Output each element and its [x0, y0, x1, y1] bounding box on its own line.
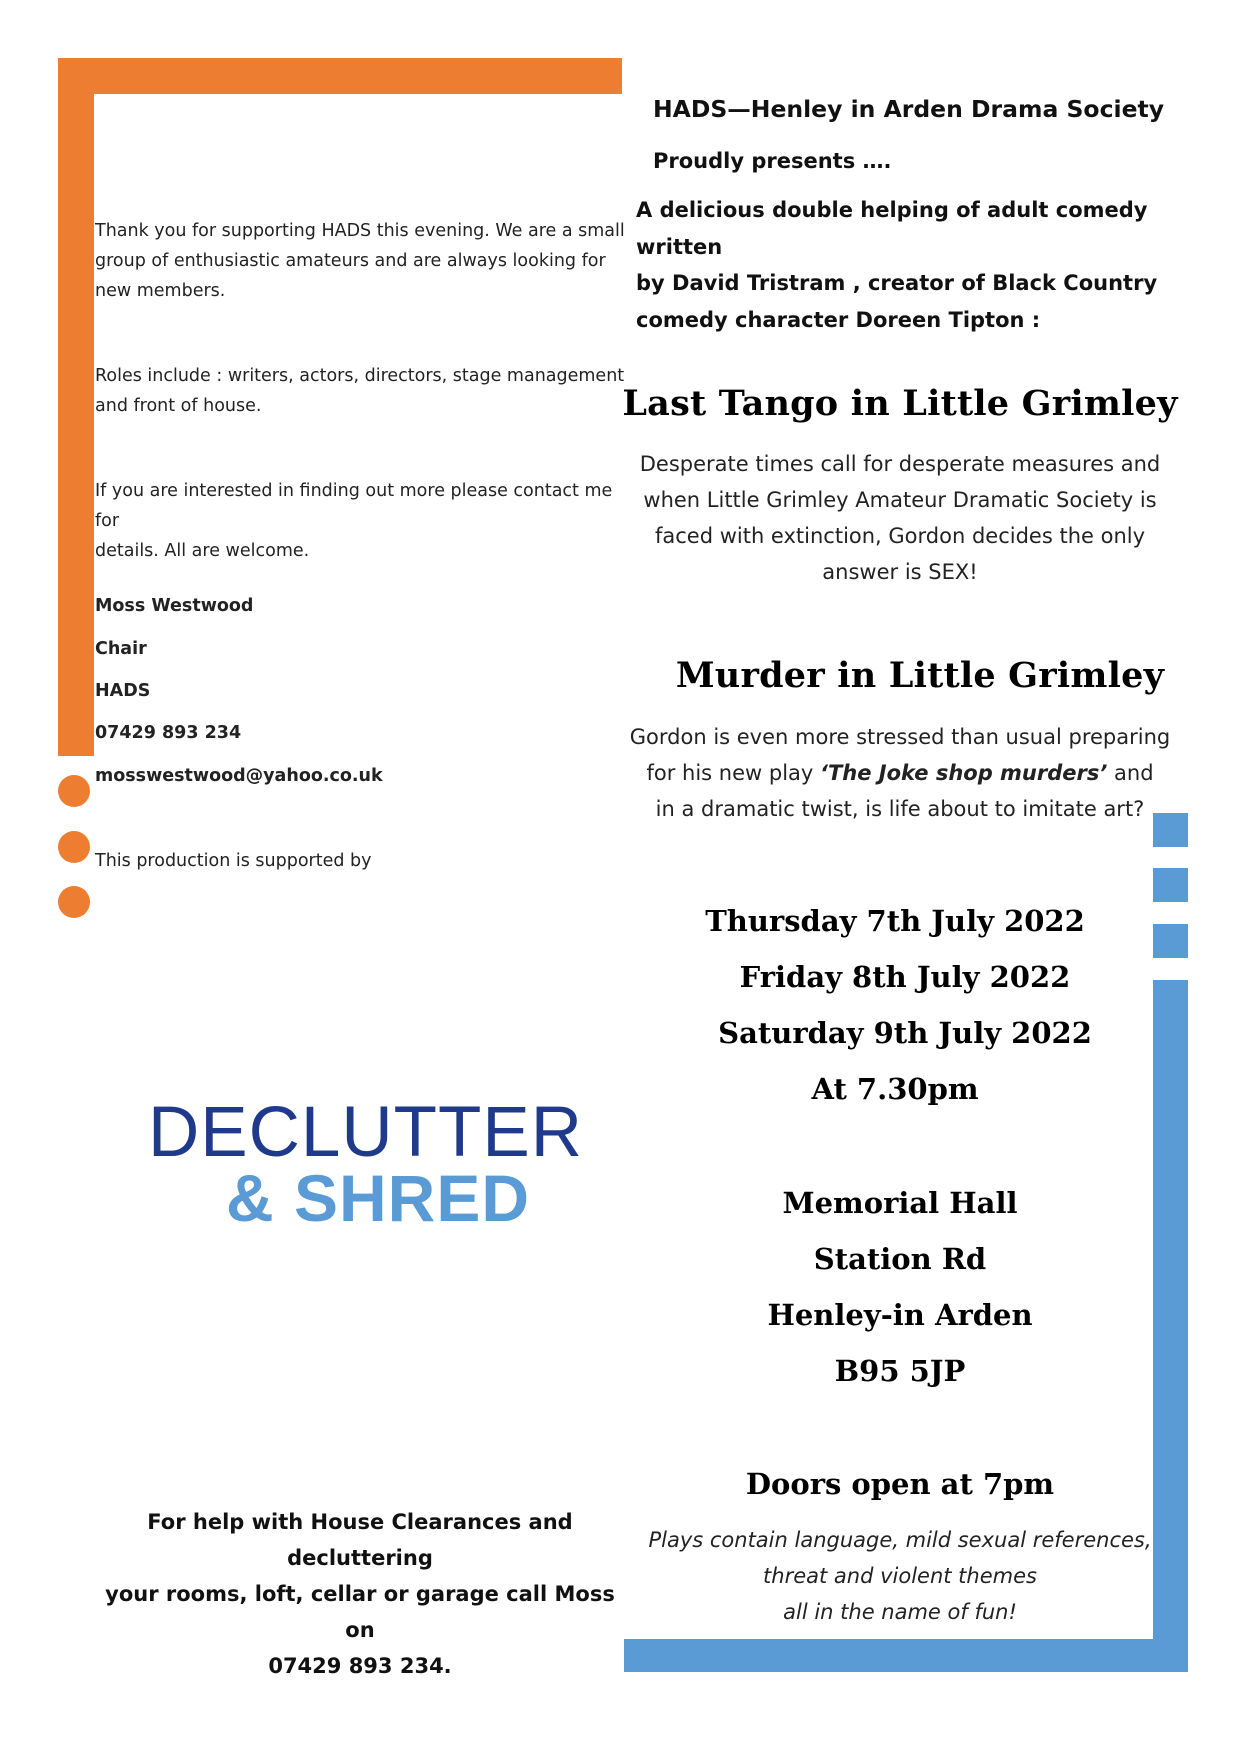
- venue-name: Memorial Hall: [782, 1186, 1018, 1220]
- contact-phone: 07429 893 234: [95, 723, 242, 743]
- play-1-description: Desperate times call for desperate measures and when Little Grimley Amateur Dramatic Society is faced with extinction, Gordon decides the only answer is SEX!: [639, 452, 1161, 584]
- performance-dates: [620, 893, 1190, 1117]
- contact-role: Chair: [95, 639, 147, 659]
- content-warning: Plays contain language, mild sexual references, threat and violent themes all in the name of fun!: [648, 1528, 1152, 1624]
- contact-email: mosswestwood@yahoo.co.uk: [95, 766, 383, 786]
- blue-bottom-bar: [624, 1639, 1188, 1672]
- org-heading: HADS—Henley in Arden Drama Society: [653, 95, 1165, 123]
- sponsor-note: For help with House Clearances and decluttering your rooms, loft, cellar or garage call Moss on 07429 893 234.: [105, 1510, 615, 1678]
- venue-street: Station Rd: [813, 1242, 987, 1276]
- orange-top-bar: [58, 58, 622, 94]
- play-2-description: Gordon is even more stressed than usual preparing for his new play ‘The Joke shop murders’ and in a dramatic twist, is life about to imitate art?: [629, 725, 1171, 821]
- sponsor-logo-line2: & SHRED: [226, 1161, 531, 1235]
- orange-dot-1: [58, 775, 90, 807]
- show-time: At 7.30pm: [811, 1072, 979, 1106]
- sponsor-logo: [148, 1093, 584, 1235]
- date-thursday: Thursday 7th July 2022: [705, 904, 1085, 938]
- orange-left-bar: [58, 58, 94, 756]
- date-saturday: Saturday 9th July 2022: [718, 1016, 1092, 1050]
- contact-name: Moss Westwood: [95, 596, 254, 616]
- date-friday: Friday 8th July 2022: [739, 960, 1071, 994]
- presents-line: Proudly presents ….: [653, 149, 892, 173]
- play-2-title: Murder in Little Grimley: [675, 655, 1165, 696]
- venue-town: Henley-in Arden: [767, 1298, 1033, 1332]
- venue-address: [620, 1175, 1180, 1399]
- orange-dot-2: [58, 831, 90, 863]
- thanks-paragraph: Thank you for supporting HADS this evening. We are a small group of enthusiastic amateurs and are always looking for new members.: [95, 221, 625, 301]
- supported-by-label: This production is supported by: [95, 851, 372, 871]
- venue-postcode: B95 5JP: [834, 1354, 966, 1388]
- contact-org: HADS: [95, 681, 151, 701]
- contact-intro-paragraph: If you are interested in finding out more please contact me for details. All are welcome.: [95, 481, 613, 561]
- play-within-title: ‘The Joke shop murders’: [820, 761, 1108, 785]
- sponsor-logo-line1: DECLUTTER: [148, 1093, 584, 1172]
- roles-paragraph: Roles include : writers, actors, directors, stage management and front of house.: [95, 366, 625, 416]
- play-1-title: Last Tango in Little Grimley: [622, 383, 1178, 424]
- orange-dot-3: [58, 886, 90, 918]
- intro-paragraph: A delicious double helping of adult comedy written by David Tristram , creator of Black Country comedy character Doreen Tipton :: [636, 198, 1158, 332]
- doors-open: Doors open at 7pm: [745, 1467, 1055, 1501]
